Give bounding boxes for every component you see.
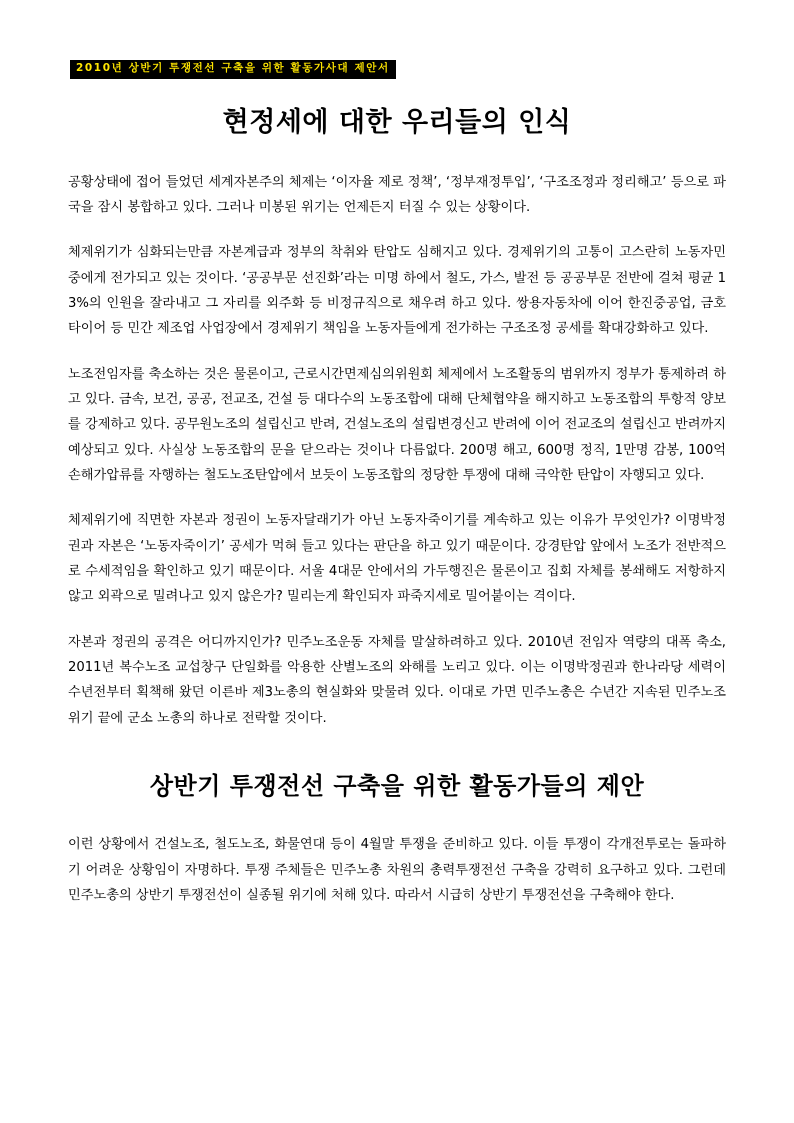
body-paragraph-4: 체제위기에 직면한 자본과 정권이 노동자달래기가 아닌 노동자죽이기를 계속하고 있는 이유가 무엇인가? 이명박정권과 자본은 ‘노동자죽이기’ 공세가 먹혀 들고 있다는 판단을 하고 있기 때문이다. 강경탄압 앞에서 노조가 전반적으로 수세적임을 확인하고 있기 때문이다. 서울 4대문 안에서의 가두행진은 물론이고 집회 자체를 봉쇄해도 저항하지 않고 외곽으로 밀려나고 있지 않은가? 밀리는게 확인되자 파죽지세로 밀어붙이는 격이다.: [68, 513, 726, 605]
body-paragraph-1: 공황상태에 접어 들었던 세계자본주의 체제는 ‘이자율 제로 정책’, ‘정부재정투입’, ‘구조조정과 정리해고’ 등으로 파국을 잠시 봉합하고 있다. 그러나 미봉된 위기는 언제든지 터질 수 있는 상황이다.: [68, 174, 726, 215]
body-paragraph-2: 체제위기가 심화되는만큼 자본계급과 정부의 착취와 탄압도 심해지고 있다. 경제위기의 고통이 고스란히 노동자민중에게 전가되고 있는 것이다. ‘공공부문 선진화’라는 미명 하에서 철도, 가스, 발전 등 공공부문 전반에 걸쳐 평균 13%의 인원을 잘라내고 그 자리를 외주화 등 비정규직으로 채우려 하고 있다. 쌍용자동차에 이어 한진중공업, 금호타이어 등 민간 제조업 사업장에서 경제위기 책임을 노동자들에게 전가하는 구조조정 공세를 확대강화하고 있다.: [68, 245, 726, 337]
body-paragraph-5: 자본과 정권의 공격은 어디까지인가? 민주노조운동 자체를 말살하려하고 있다. 2010년 전임자 역량의 대폭 축소, 2011년 복수노조 교섭창구 단일화를 악용한 산별노조의 와해를 노리고 있다. 이는 이명박정권과 한나라당 세력이 수년전부터 획책해 왔던 이른바 제3노총의 현실화와 맞물려 있다. 이대로 가면 민주노총은 수년간 지속된 민주노조위기 끝에 군소 노총의 하나로 전락할 것이다.: [68, 634, 726, 726]
section-title: 상반기 투쟁전선 구축을 위한 활동가들의 제안: [149, 772, 645, 801]
page-title: 현정세에 대한 우리들의 인식: [222, 106, 572, 138]
section-paragraph-1: 이런 상황에서 건설노조, 철도노조, 화물연대 등이 4월말 투쟁을 준비하고 있다. 이들 투쟁이 각개전투로는 돌파하기 어려운 상황임이 자명하다. 투쟁 주체들은 민주노총 차원의 총력투쟁전선 구축을 강력히 요구하고 있다. 그런데 민주노총의 상반기 투쟁전선이 실종될 위기에 처해 있다. 따라서 시급히 상반기 투쟁전선을 구축해야 한다.: [68, 837, 726, 904]
document-ribbon-banner: 2010년 상반기 투쟁전선 구축을 위한 활동가사대 제안서: [70, 60, 396, 79]
body-paragraph-3: 노조전임자를 축소하는 것은 물론이고, 근로시간면제심의위원회 체제에서 노조활동의 범위까지 정부가 통제하려 하고 있다. 금속, 보건, 공공, 전교조, 건설 등 대다수의 노동조합에 대해 단체협약을 해지하고 노동조합의 투항적 양보를 강제하고 있다. 공무원노조의 설립신고 반려, 건설노조의 설립변경신고 반려에 이어 전교조의 설립신고 반려까지 예상되고 있다. 사실상 노동조합의 문을 닫으라는 것이나 다름없다. 200명 해고, 600명 정직, 1만명 감봉, 100억 손해가압류를 자행하는 철도노조탄압에서 보듯이 노동조합의 정당한 투쟁에 대해 극악한 탄압이 자행되고 있다.: [68, 366, 726, 484]
